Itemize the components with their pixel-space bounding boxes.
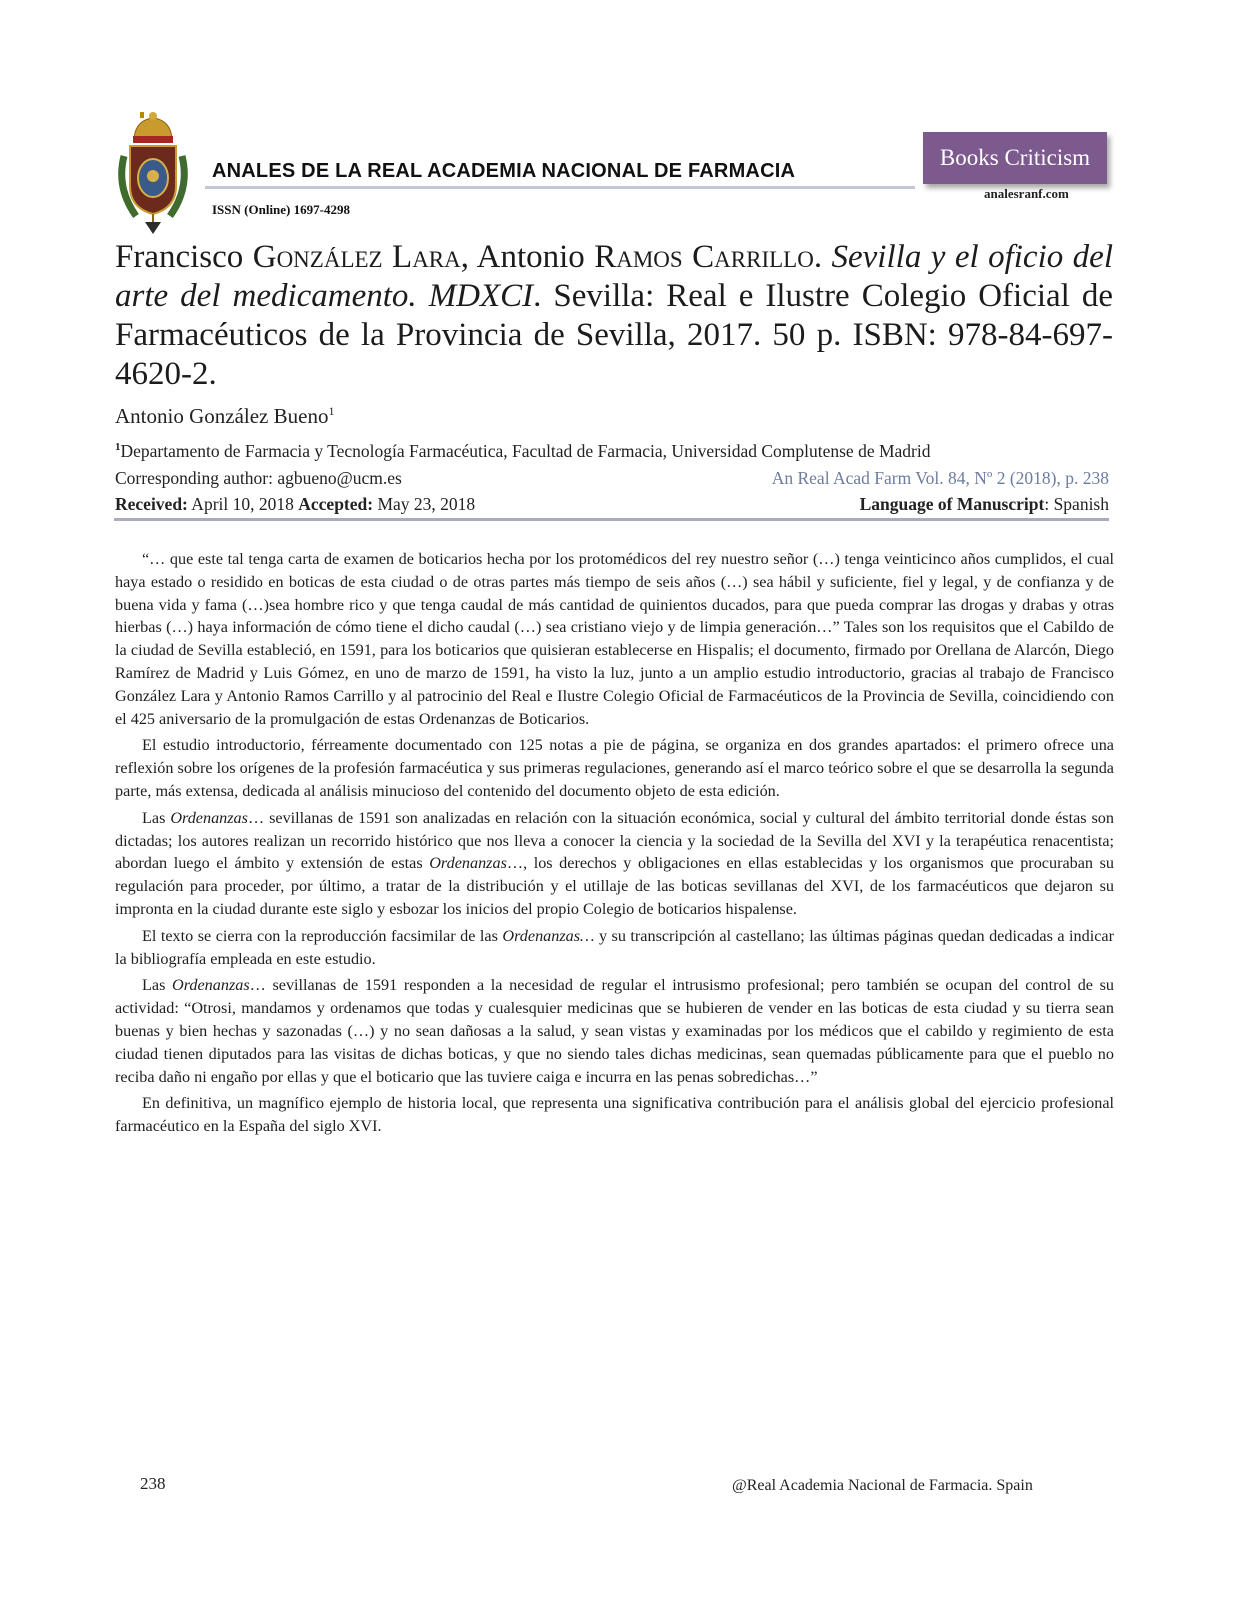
footer-copyright: @Real Academia Nacional de Farmacia. Spain (732, 1477, 1033, 1494)
journal-website[interactable]: analesranf.com (984, 186, 1069, 201)
metadata-divider (114, 518, 1109, 521)
paragraph-3 (115, 807, 1114, 921)
language-label: Language of Manuscript (859, 494, 1045, 514)
language-value: : Spanish (1044, 494, 1109, 514)
accepted-date: May 23, 2018 (373, 494, 476, 514)
affiliation (115, 441, 930, 462)
author-affiliation-mark: 1 (328, 404, 335, 418)
section-badge: Books Criticism (923, 132, 1107, 184)
page-number: 238 (140, 1474, 166, 1493)
paragraph-2: El estudio introductorio, férreamente documentado con 125 notas a pie de página, se organiza en dos grandes apartados: el primero ofrece una reflexión sobre los orígenes de la profesión farmacéutica y sus primeras regulaciones, generando así el marco teórico sobre el que se desarrolla la segunda parte, más extensa, dedicada al análisis minucioso del contenido del documento objeto de esta edición. (115, 736, 1114, 800)
p3-italic-1: Ordenanzas (170, 808, 248, 827)
citation: An Real Acad Farm Vol. 84, Nº 2 (2018), p. 238 (771, 468, 1109, 488)
p4-text-a: El texto se cierra con la reproducción facsimilar de las (142, 926, 503, 945)
author-name: Antonio González Bueno (115, 404, 329, 428)
manuscript-language (860, 494, 1109, 515)
review-author (115, 404, 334, 429)
academy-crest-icon (114, 108, 192, 236)
book-title: Sevilla y el oficio del arte del medicamento. MDXCI (115, 239, 1113, 314)
p3-text-b: … sevillanas de 1591 son analizadas en relación con la situación económica, social y cultural del ámbito territorial donde éstas son dictadas; los autores realizan un recorrido histórico que nos lleva a conocer la ciencia y la sociedad de la Sevilla del XVI y la terapéutica renacentista; abordan luego el ámbito y extensión de estas (115, 808, 1114, 873)
accepted-label: Accepted: (298, 494, 374, 514)
title-author1-last: González Lara (252, 239, 461, 275)
received-date: April 10, 2018 (187, 494, 299, 514)
p3-text-a: Las (142, 808, 171, 827)
title-publication-info: . Sevilla: Real e Ilustre Colegio Oficial de Farmacéuticos de la Provincia de Sevilla, 2017. 50 p. ISBN: 978-84-697-4620-2. (115, 278, 1113, 392)
p5-text-b: … sevillanas de 1591 responden a la necesidad de regular el intrusismo profesional; pero también se ocupan del control de su actividad: “Otrosi, mandamos y ordenamos que todas y cualesquier medicinas que se hubieren de vender en las boticas de esta ciudad y su tierra sean buenas y bien hechas y sazonadas (…) y no sean dañosas a la salud, y sean vistas y examinadas por los médicos que el cabildo y regimiento de esta ciudad tienen diputados para las visitas de dichas boticas, y que no siendo tales dichas medicinas, sean quemadas públicamente para que el pueblo no reciba daño ni engaño por ellas y que el boticario que las tuviere caiga e incurra en las penas sobredichas…” (115, 976, 1114, 1086)
p4-text-b: y su transcripción al castellano; las últimas páginas quedan dedicadas a indicar la bibliografía empleada en este estudio. (115, 926, 1115, 968)
corresponding-author: Corresponding author: agbueno@ucm.es (115, 468, 402, 488)
title-author1-first: Francisco (115, 239, 253, 275)
p4-italic: Ordenanzas… (502, 926, 595, 945)
header-divider (205, 186, 915, 189)
title-separator: . (813, 239, 832, 275)
affiliation-mark: 1 (115, 441, 121, 454)
p3-text-c: …, los derechos y obligaciones en ellas establecidas y los organismos que procuraban su regulación para proceder, por último, a tratar de la distribución y el utillaje de las boticas sevillanas del XVI, de los farmacéuticos que dejaron su impronta en la ciudad durante este siglo y esbozar los inicios del propio Colegio de boticarios hispalense. (115, 854, 1114, 918)
title-author2-first: , Antonio (460, 239, 595, 275)
journal-title: ANALES DE LA REAL ACADEMIA NACIONAL DE FARMACIA (212, 160, 796, 182)
p3-italic-2: Ordenanzas (429, 854, 507, 873)
submission-dates (115, 494, 475, 515)
paragraph-4 (115, 925, 1114, 971)
p5-text-a: Las (142, 976, 172, 995)
received-label: Received: (115, 494, 188, 514)
review-body (115, 548, 1114, 1142)
paragraph-5 (115, 974, 1114, 1088)
issn: ISSN (Online) 1697-4298 (212, 202, 350, 217)
paragraph-1: “… que este tal tenga carta de examen de boticarios hecha por los protomédicos del rey nuestro señor (…) tenga veinticinco años cumplidos, el cual haya estado o residido en boticas de esta ciudad o de otras partes más tiempo de seis años (…) sea hábil y suficiente, fiel y legal, y de confianza y de buena vida y fama (…)sea hombre rico y que tenga caudal de más cantidad de quinientos ducados, para que pueda comprar las drogas y drabas y otras hierbas (…) haya información de cómo tiene el dicho caudal (…) sea cristiano viejo y de limpia generación…” Tales son los requisitos que el Cabildo de la ciudad de Sevilla estableció, en 1591, para los boticarios que quisieran establecerse en Hispalis; el documento, firmado por Orellana de Alarcón, Diego Ramírez de Madrid y Luis Gómez, en uno de marzo de 1591, ha visto la luz, junto a un amplio estudio introductorio, gracias al trabajo de Francisco González Lara y Antonio Ramos Carrillo y al patrocinio del Real e Ilustre Colegio Oficial de Farmacéuticos de la Provincia de Sevilla, coincidiendo con el 425 aniversario de la promulgación de estas Ordenanzas de Boticarios. (115, 550, 1114, 728)
article-title (115, 238, 1113, 394)
paragraph-6: En definitiva, un magnífico ejemplo de historia local, que representa una significativa contribución para el análisis global del ejercicio profesional farmacéutico en la España del siglo XVI. (115, 1094, 1114, 1136)
p5-italic: Ordenanzas (172, 976, 250, 995)
title-author2-last: Ramos Carrillo (594, 239, 814, 275)
affiliation-text: Departamento de Farmacia y Tecnología Farmacéutica, Facultad de Farmacia, Universidad Complutense de Madrid (120, 441, 931, 461)
